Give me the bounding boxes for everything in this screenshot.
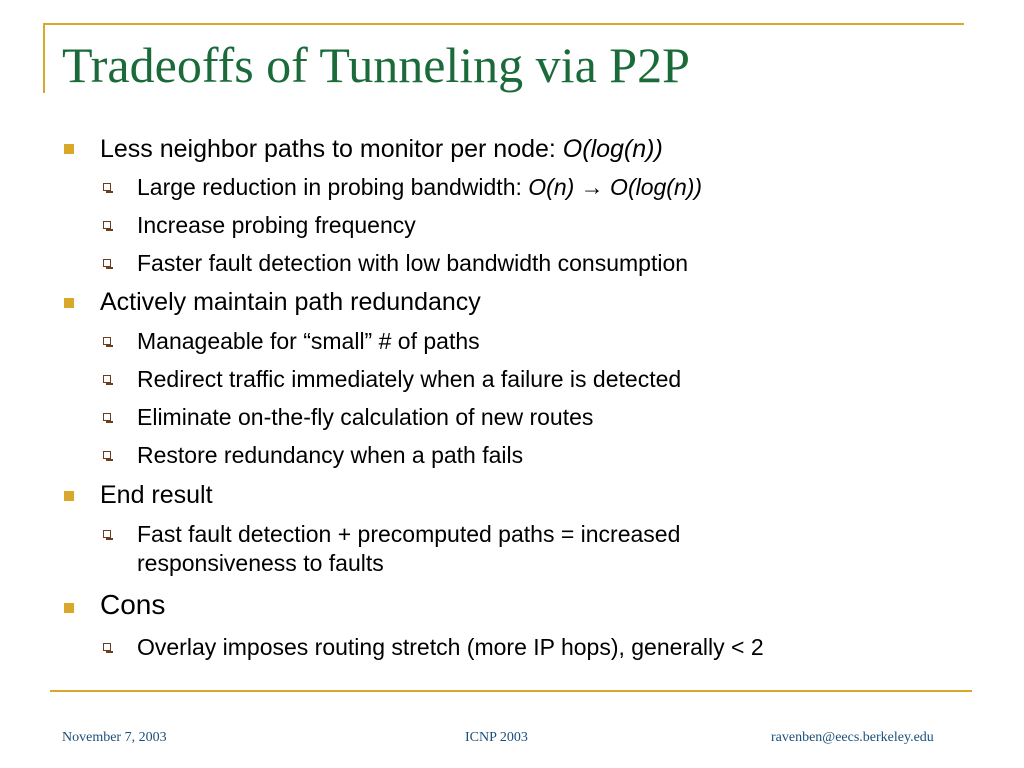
hollow-square-bullet-icon: [103, 221, 111, 229]
frame-top-rule: [43, 23, 964, 25]
footer-venue: ICNP 2003: [465, 730, 528, 745]
sub-bullet-item: Fast fault detection + precomputed paths = increased responsiveness to faults: [137, 521, 681, 576]
hollow-square-bullet-icon: [103, 183, 111, 191]
square-bullet-icon: [64, 144, 74, 154]
sub-bullet-item: Overlay imposes routing stretch (more IP hops), generally < 2: [137, 634, 764, 660]
sub-bullet-item: Manageable for “small” # of paths: [137, 328, 480, 354]
bullet-item: Actively maintain path redundancy: [100, 288, 481, 316]
sub-bullet-item: Eliminate on-the-fly calculation of new routes: [137, 404, 594, 430]
hollow-square-bullet-icon: [103, 337, 111, 345]
hollow-square-bullet-icon: [103, 643, 111, 651]
hollow-square-bullet-icon: [103, 375, 111, 383]
bullet-item: End result: [100, 481, 213, 509]
slide-title: Tradeoffs of Tunneling via P2P: [62, 37, 690, 93]
square-bullet-icon: [64, 298, 74, 308]
footer-date: November 7, 2003: [62, 730, 167, 745]
bullet-item: Cons: [100, 589, 166, 620]
sub-bullet-item: Redirect traffic immediately when a failure is detected: [137, 366, 682, 392]
bullet-item: Less neighbor paths to monitor per node: O(log(n)): [100, 135, 663, 163]
sub-bullet-item: Faster fault detection with low bandwidth consumption: [137, 250, 689, 276]
frame-left-rule: [43, 23, 45, 93]
footer-email: ravenben@eecs.berkeley.edu: [771, 730, 934, 745]
footer-rule: [50, 690, 972, 692]
sub-bullet-item: Large reduction in probing bandwidth: O(n) → O(log(n)): [137, 174, 703, 200]
hollow-square-bullet-icon: [103, 259, 111, 267]
hollow-square-bullet-icon: [103, 451, 111, 459]
square-bullet-icon: [64, 603, 74, 613]
hollow-square-bullet-icon: [103, 530, 111, 538]
square-bullet-icon: [64, 491, 74, 501]
hollow-square-bullet-icon: [103, 413, 111, 421]
sub-bullet-item: Increase probing frequency: [137, 212, 416, 238]
sub-bullet-item: Restore redundancy when a path fails: [137, 442, 524, 468]
